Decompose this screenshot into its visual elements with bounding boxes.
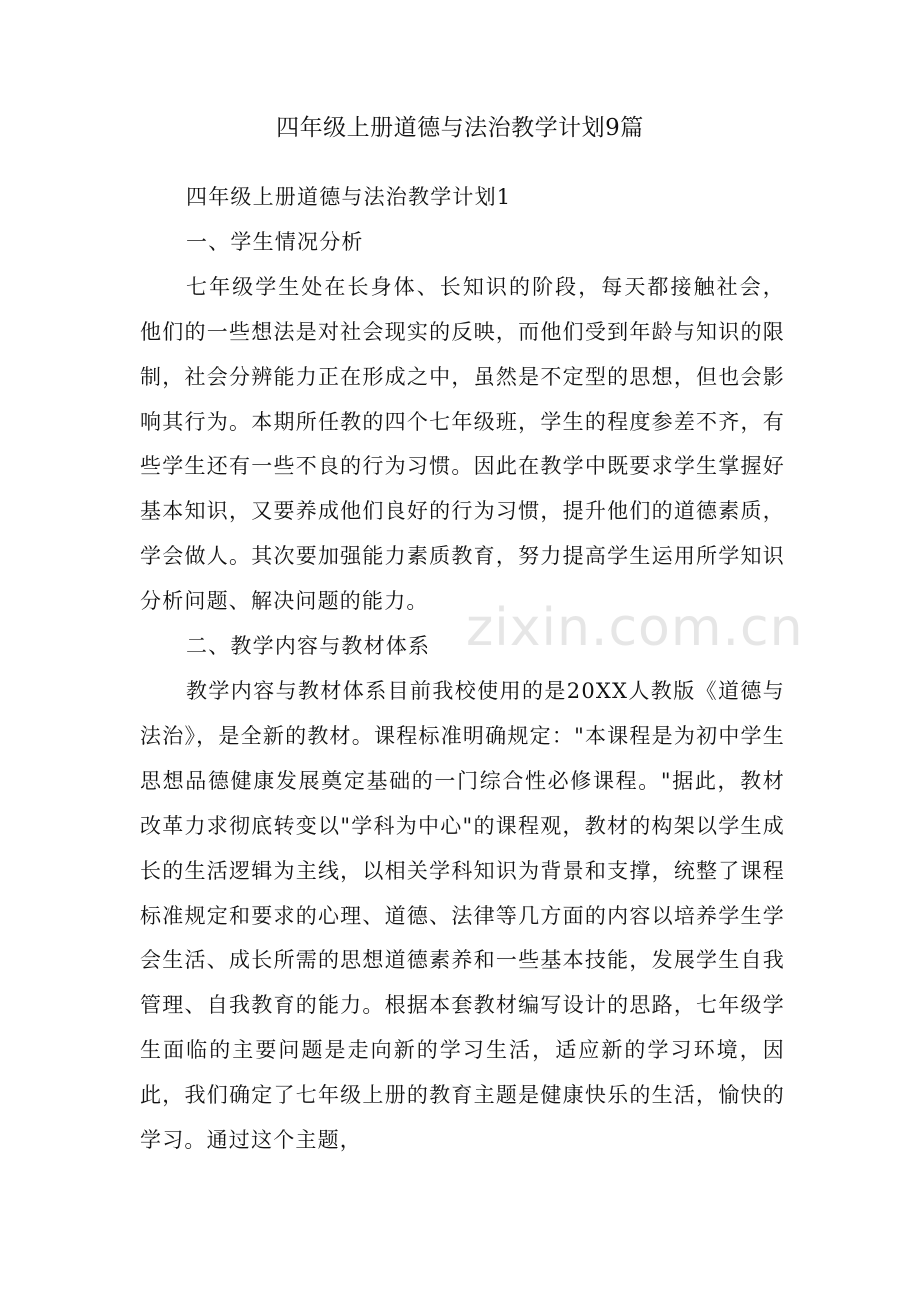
heading-student-analysis: 一、学生情况分析 xyxy=(186,229,364,254)
paragraph-student-analysis: 七年级学生处在长身体、长知识的阶段，每天都接触社会，他们的一些想法是对社会现实的反映，而他们受到年龄与知识的限制，社会分辨能力正在形成之中，虽然是不定型的思想，但也会影响其行为。本期所任教的四个七年级班，学生的程度参差不齐，有些学生还有一些不良的行为习惯。因此在教学中既要求学生掌握好基本知识，又要养成他们良好的行为习惯，提升他们的道德素质，学会做人。其次要加强能力素质教育，努力提高学生运用所学知识分析问题、解决问题的能力。 xyxy=(140,274,785,614)
heading-teaching-content: 二、教学内容与教材体系 xyxy=(186,634,431,659)
section-title: 四年级上册道德与法治教学计划1 xyxy=(186,185,512,209)
document-body xyxy=(140,175,785,1163)
paragraph-teaching-content: 教学内容与教材体系目前我校使用的是20XX人教版《道德与法治》，是全新的教材。课程标准明确规定："本课程是为初中学生思想品德健康发展奠定基础的一门综合性必修课程。"据此，教材改革力求彻底转变以"学科为中心"的课程观，教材的构架以学生成长的生活逻辑为主线，以相关学科知识为背景和支撑，统整了课程标准规定和要求的心理、道德、法律等几方面的内容以培养学生学会生活、成长所需的思想道德素养和一些基本技能，发展学生自我管理、自我教育的能力。根据本套教材编写设计的思路，七年级学生面临的主要问题是走向新的学习生活，适应新的学习环境，因此，我们确定了七年级上册的教育主题是健康快乐的生活，愉快的学习。通过这个主题， xyxy=(140,678,785,1153)
watermark-text: zixin.com.cn xyxy=(466,598,804,658)
document-title: 四年级上册道德与法治教学计划9篇 xyxy=(276,115,644,141)
